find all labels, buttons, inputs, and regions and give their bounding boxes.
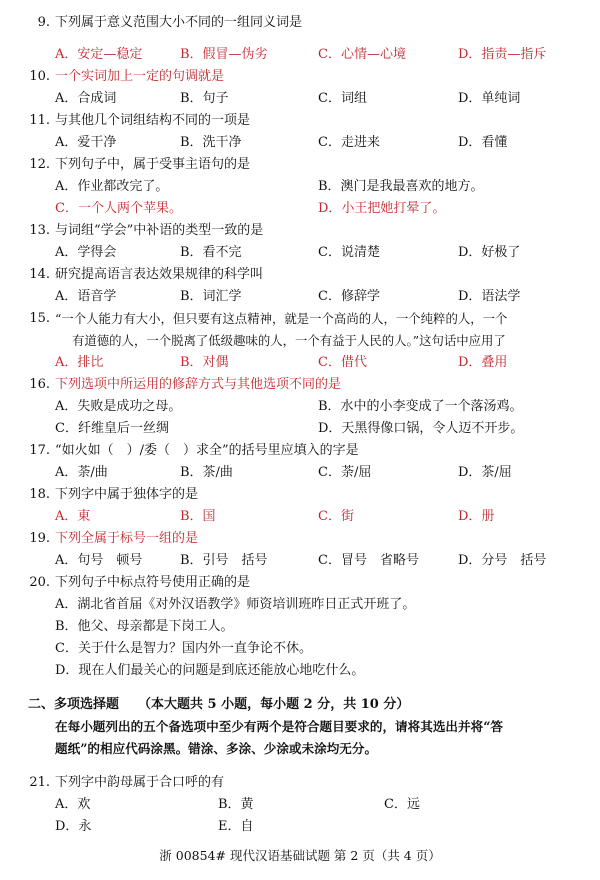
option-d: D．语法学 [458, 289, 521, 304]
option-b: B．洗干净 [180, 135, 242, 150]
option-b: B．词汇学 [180, 289, 242, 304]
option-d: D．茶/屈 [458, 465, 512, 480]
instruction-text: 题纸”的相应代码涂黑。错涂、多涂、少涂或未涂均无分。 [55, 741, 378, 756]
option-b: B．黄 [218, 797, 254, 812]
option-b: B．国 [180, 509, 216, 524]
option-a: A．句号 顿号 [55, 553, 143, 568]
question-stem: 与其他几个词组结构不同的一项是 [55, 113, 251, 128]
question-20 [0, 572, 600, 594]
option-c: C．一个人两个苹果。 [55, 201, 182, 216]
option-a: A．東 [55, 509, 91, 524]
question-15-continued [0, 330, 600, 352]
question-number: 10. [29, 69, 50, 84]
question-number: 16. [29, 377, 50, 392]
option-c: C．修辞学 [318, 289, 380, 304]
option-a: A．合成词 [55, 91, 117, 106]
question-21-options-row2 [0, 816, 600, 838]
option-a: A．失败是成功之母。 [55, 399, 182, 414]
question-19-options [0, 550, 600, 572]
option-a: A．语音学 [55, 289, 117, 304]
option-c: C．纤维皇后一丝绸 [55, 421, 169, 436]
question-12 [0, 154, 600, 176]
question-stem: 下列字中属于独体字的是 [55, 487, 199, 502]
question-number: 9. [37, 15, 50, 30]
question-12-options-row1 [0, 176, 600, 198]
option-d: D．现在人们最关心的问题是到底还能放心地吃什么。 [55, 663, 365, 678]
option-c: C．借代 [318, 355, 367, 370]
question-number: 18. [29, 487, 50, 502]
question-stem: 一个实词加上一定的句调就是 [55, 69, 225, 84]
option-b: B．句子 [180, 91, 229, 106]
question-stem: “一个人能力有大小，但只要有这点精神，就是一个高尚的人，一个纯粹的人，一个 [55, 311, 508, 326]
question-18-options [0, 506, 600, 528]
question-number: 19. [29, 531, 50, 546]
option-c: C．街 [318, 509, 354, 524]
option-c: C．冒号 省略号 [318, 553, 419, 568]
option-d: D．看懂 [458, 135, 508, 150]
section-2-header [0, 694, 600, 716]
question-number: 21. [29, 775, 50, 790]
question-16-options-row1 [0, 396, 600, 418]
question-17 [0, 440, 600, 462]
question-stem: 与词组“学会”中补语的类型一致的是 [55, 223, 264, 238]
option-c: C．关于什么是智力？国内外一直争论不休。 [55, 641, 312, 656]
question-15 [0, 308, 600, 330]
option-b: B．看不完 [180, 245, 242, 260]
question-20-option-c [0, 638, 600, 660]
option-a: A．作业都改完了。 [55, 179, 169, 194]
question-stem: 下列句子中标点符号使用正确的是 [55, 575, 251, 590]
option-a: A．爱干净 [55, 135, 117, 150]
option-c: C．荼/屈 [318, 465, 372, 480]
question-number: 12. [29, 157, 50, 172]
option-a: A．欢 [55, 797, 91, 812]
section-title: 二、多项选择题 [28, 697, 120, 712]
option-b: B．引号 括号 [180, 553, 268, 568]
question-20-option-d [0, 660, 600, 682]
question-13-options [0, 242, 600, 264]
question-11 [0, 110, 600, 132]
question-stem-continued: 有道德的人，一个脱离了低级趣味的人，一个有益于人民的人。”这句话中应用了 [72, 333, 506, 348]
question-20-option-b [0, 616, 600, 638]
question-number: 17. [29, 443, 50, 458]
question-15-options [0, 352, 600, 374]
question-9-options [0, 44, 600, 66]
question-number: 14. [29, 267, 50, 282]
question-16-options-row2 [0, 418, 600, 440]
option-c: C．远 [384, 797, 420, 812]
question-number: 20. [29, 575, 50, 590]
option-b: B．水中的小李变成了一个落汤鸡。 [318, 399, 523, 414]
section-2-instruction-2 [0, 738, 600, 760]
question-21-options-row1 [0, 794, 600, 816]
option-d: D．小王把她打晕了。 [318, 201, 446, 216]
option-d: D．分号 括号 [458, 553, 547, 568]
question-13 [0, 220, 600, 242]
option-c: C．走进来 [318, 135, 380, 150]
option-b: B．茶/曲 [180, 465, 233, 480]
option-c: C．词组 [318, 91, 367, 106]
option-a: A．安定—稳定 [55, 47, 143, 62]
question-stem: 下列字中韵母属于合口呼的有 [55, 775, 225, 790]
page-footer: 浙 00854# 现代汉语基础试题 第 2 页（共 4 页） [159, 848, 441, 863]
option-c: C．说清楚 [318, 245, 380, 260]
option-d: D．指责—指斥 [458, 47, 547, 62]
option-b: B．澳门是我最喜欢的地方。 [318, 179, 484, 194]
option-b: B．他父、母亲都是下岗工人。 [55, 619, 234, 634]
option-d: D．单纯词 [458, 91, 521, 106]
question-stem: 下列句子中，属于受事主语句的是 [55, 157, 251, 172]
question-number: 15. [29, 311, 50, 326]
question-stem: 下列选项中所运用的修辞方式与其他选项不同的是 [55, 377, 342, 392]
question-20-option-a [0, 594, 600, 616]
question-stem: 下列属于意义范围大小不同的一组同义词是 [55, 15, 303, 30]
question-18 [0, 484, 600, 506]
option-d: D．好极了 [458, 245, 521, 260]
question-14-options [0, 286, 600, 308]
question-stem: 研究提高语言表达效果规律的科学叫 [55, 267, 264, 282]
option-d: D．天黑得像口锅，令人迈不开步。 [318, 421, 524, 436]
question-9 [0, 12, 600, 34]
question-stem: “如火如（ ）/委（ ）求全”的括号里应填入的字是 [55, 443, 359, 458]
option-a: A．荼/曲 [55, 465, 108, 480]
question-12-options-row2 [0, 198, 600, 220]
section-score-note: （本大题共 5 小题，每小题 2 分，共 10 分） [138, 697, 410, 712]
option-a: A．排比 [55, 355, 104, 370]
option-b: B．假冒—伪劣 [180, 47, 268, 62]
option-e: E．自 [218, 819, 254, 834]
option-b: B．对偶 [180, 355, 229, 370]
question-number: 11. [29, 113, 50, 128]
question-11-options [0, 132, 600, 154]
option-a: A．湖北省首届《对外汉语教学》师资培训班昨日正式开班了。 [55, 597, 416, 612]
question-stem: 下列全属于标号一组的是 [55, 531, 199, 546]
option-d: D．册 [458, 509, 495, 524]
question-19 [0, 528, 600, 550]
section-2-instruction-1 [0, 716, 600, 738]
question-10-options [0, 88, 600, 110]
option-c: C．心情—心境 [318, 47, 406, 62]
question-16 [0, 374, 600, 396]
question-number: 13. [29, 223, 50, 238]
question-21 [0, 772, 600, 794]
option-d: D．永 [55, 819, 92, 834]
instruction-text: 在每小题列出的五个备选项中至少有两个是符合题目要求的，请将其选出并将“答 [55, 719, 504, 734]
question-17-options [0, 462, 600, 484]
option-a: A．学得会 [55, 245, 117, 260]
option-d: D．叠用 [458, 355, 508, 370]
question-14 [0, 264, 600, 286]
question-10 [0, 66, 600, 88]
